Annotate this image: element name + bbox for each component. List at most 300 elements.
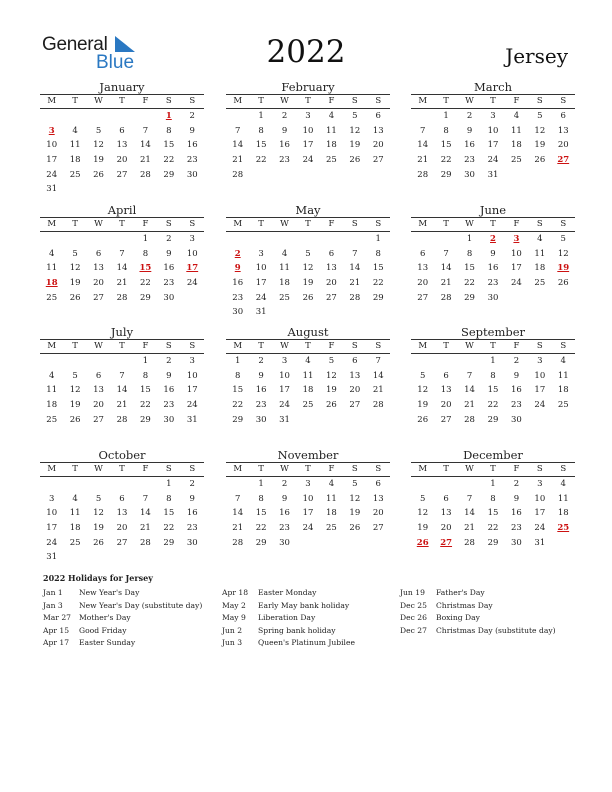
weekday-header: [411, 94, 575, 109]
empty-day-cell: [40, 109, 63, 124]
day-cell: 26: [302, 292, 314, 303]
weekday-header: [40, 462, 204, 477]
day-cell: 24: [279, 400, 290, 411]
holiday-date: Apr 17: [43, 638, 70, 647]
weekday-header: [40, 217, 204, 232]
day-cell: 25: [69, 537, 81, 548]
weekday-label: W: [465, 341, 474, 351]
weekday-label: W: [280, 96, 289, 106]
day-cell: 7: [142, 125, 149, 136]
day-cell: 24: [302, 155, 314, 166]
day-cell: 8: [466, 248, 473, 259]
empty-day-cell: [343, 305, 366, 320]
day-cell: 27: [93, 414, 104, 425]
day-cell: 10: [186, 370, 198, 381]
week-row: [40, 492, 204, 507]
holiday-date: Jan 1: [43, 588, 63, 597]
day-cell: 24: [186, 278, 198, 289]
weekday-label: T: [490, 341, 496, 351]
day-cell: 9: [258, 370, 264, 381]
day-cell: 25: [534, 278, 546, 289]
empty-day-cell: [226, 232, 249, 247]
day-cell: 10: [302, 125, 314, 136]
weekday-label: F: [142, 464, 149, 474]
day-cell: 21: [139, 523, 151, 534]
month-november: [226, 448, 390, 550]
day-cell: 12: [534, 125, 546, 136]
month-name: October: [98, 448, 146, 462]
holiday-day-cell: 3: [513, 234, 520, 244]
empty-day-cell: [110, 550, 133, 565]
day-cell: 8: [166, 125, 172, 136]
day-cell: 4: [513, 111, 520, 121]
weekday-label: W: [94, 96, 103, 106]
day-cell: 12: [93, 508, 104, 519]
day-cell: 5: [72, 248, 78, 259]
day-cell: 11: [69, 140, 81, 151]
empty-day-cell: [87, 477, 110, 492]
day-cell: 9: [490, 248, 496, 259]
day-cell: 20: [557, 140, 569, 151]
day-cell: 24: [255, 292, 267, 303]
week-row: [411, 354, 575, 369]
empty-day-cell: [249, 232, 272, 247]
weekday-label: T: [72, 219, 78, 229]
day-cell: 10: [186, 248, 198, 259]
day-cell: 23: [163, 278, 175, 289]
weekday-label: W: [280, 341, 289, 351]
empty-day-cell: [296, 232, 319, 247]
day-cell: 30: [186, 537, 198, 548]
day-cell: 24: [534, 523, 546, 534]
day-cell: 1: [142, 356, 149, 366]
week-row: [411, 276, 575, 291]
day-cell: 11: [302, 370, 314, 381]
day-cell: 26: [93, 537, 104, 548]
day-cell: 26: [325, 400, 337, 411]
empty-day-cell: [528, 413, 551, 428]
month-name: November: [277, 448, 339, 462]
day-cell: 11: [557, 493, 569, 504]
holiday-entry: [400, 600, 556, 613]
holiday-entry: [43, 587, 202, 600]
day-cell: 28: [372, 400, 384, 411]
day-cell: 16: [279, 508, 290, 519]
week-row: [226, 291, 390, 306]
holiday-entry: [222, 637, 355, 650]
holiday-day-cell: 1: [165, 111, 172, 121]
day-cell: 12: [557, 248, 569, 259]
day-cell: 19: [325, 385, 337, 396]
day-cell: 29: [139, 414, 151, 425]
weekday-label: S: [189, 341, 196, 351]
day-cell: 6: [95, 248, 102, 259]
day-cell: 13: [372, 125, 384, 136]
week-row: [411, 109, 575, 124]
holiday-day-cell: 15: [139, 263, 152, 274]
day-cell: 29: [440, 169, 452, 180]
holiday-date: Mar 27: [43, 613, 72, 622]
weekday-label: F: [328, 219, 335, 229]
weekday-label: W: [280, 219, 289, 229]
day-cell: 6: [95, 370, 102, 381]
week-row: [411, 291, 575, 306]
day-cell: 15: [487, 385, 499, 396]
holiday-date: Jun 19: [400, 588, 425, 597]
day-cell: 15: [163, 140, 175, 151]
day-cell: 28: [464, 537, 475, 548]
day-cell: 8: [142, 370, 149, 381]
week-row: [40, 413, 204, 428]
week-row: [226, 383, 390, 398]
day-cell: 15: [255, 508, 267, 519]
day-cell: 1: [258, 111, 264, 121]
holiday-entry: [222, 587, 355, 600]
day-cell: 19: [93, 155, 104, 166]
day-cell: 14: [440, 263, 452, 274]
day-cell: 27: [93, 292, 104, 303]
day-cell: 20: [325, 278, 337, 289]
month-december: [411, 448, 575, 550]
day-cell: 28: [464, 414, 475, 425]
holiday-name: Christmas Day: [436, 600, 493, 610]
day-cell: 18: [557, 508, 569, 519]
month-name: May: [295, 203, 321, 217]
holiday-name: New Year's Day (substitute day): [79, 600, 203, 610]
day-cell: 16: [464, 140, 475, 151]
day-cell: 5: [352, 479, 358, 489]
day-cell: 19: [534, 140, 546, 151]
day-cell: 7: [466, 493, 473, 504]
day-cell: 7: [235, 493, 241, 504]
day-cell: 13: [93, 263, 104, 274]
day-cell: 15: [372, 263, 384, 274]
month-name: March: [474, 80, 512, 94]
empty-day-cell: [367, 305, 390, 320]
month-name: April: [107, 203, 137, 217]
empty-day-cell: [87, 232, 110, 247]
week-row: [226, 369, 390, 384]
weekday-label: S: [560, 96, 567, 106]
weekday-label: F: [328, 96, 335, 106]
day-cell: 14: [372, 370, 384, 381]
day-cell: 4: [560, 479, 566, 489]
day-cell: 18: [69, 155, 81, 166]
day-cell: 2: [258, 356, 264, 366]
weekday-label: T: [72, 96, 78, 106]
empty-day-cell: [411, 354, 434, 369]
empty-day-cell: [249, 168, 272, 183]
weekday-label: W: [94, 341, 103, 351]
week-row: [411, 138, 575, 153]
empty-day-cell: [343, 232, 366, 247]
weekday-label: T: [490, 464, 496, 474]
day-cell: 26: [534, 155, 546, 166]
holiday-day-cell: 27: [557, 155, 570, 166]
day-cell: 29: [487, 537, 499, 548]
holiday-name: Spring bank holiday: [258, 625, 336, 635]
day-cell: 26: [69, 292, 81, 303]
holidays-title: 2022 Holidays for Jersey: [43, 573, 153, 583]
day-cell: 14: [139, 508, 151, 519]
day-cell: 20: [116, 155, 128, 166]
month-february: [226, 80, 390, 182]
day-cell: 11: [325, 125, 337, 136]
holiday-entry: [400, 625, 556, 638]
weekday-label: F: [142, 341, 149, 351]
weekday-label: W: [280, 464, 289, 474]
day-cell: 22: [372, 278, 384, 289]
weekday-label: F: [513, 341, 520, 351]
day-cell: 12: [349, 493, 361, 504]
day-cell: 4: [537, 234, 543, 244]
day-cell: 1: [466, 234, 473, 244]
week-row: [411, 398, 575, 413]
day-cell: 19: [302, 278, 314, 289]
weekday-label: M: [418, 341, 428, 351]
day-cell: 12: [325, 370, 337, 381]
day-cell: 2: [166, 234, 172, 244]
day-cell: 21: [464, 523, 475, 534]
day-cell: 4: [560, 356, 566, 366]
weekday-label: S: [351, 341, 358, 351]
empty-day-cell: [343, 536, 366, 551]
holiday-name: Liberation Day: [258, 613, 316, 622]
weekday-label: S: [536, 341, 543, 351]
day-cell: 29: [372, 292, 384, 303]
day-cell: 14: [116, 263, 128, 274]
day-cell: 24: [510, 278, 522, 289]
weekday-header: [40, 339, 204, 354]
empty-day-cell: [320, 232, 343, 247]
empty-day-cell: [87, 354, 110, 369]
day-cell: 2: [513, 479, 520, 489]
day-cell: 23: [510, 400, 522, 411]
week-row: [40, 369, 204, 384]
week-row: [226, 138, 390, 153]
day-cell: 16: [186, 140, 198, 151]
week-row: [40, 383, 204, 398]
day-cell: 20: [372, 140, 384, 151]
month-name: February: [281, 80, 335, 94]
day-cell: 7: [466, 370, 473, 381]
month-name: January: [99, 80, 145, 94]
weekday-label: F: [328, 464, 335, 474]
day-cell: 28: [440, 292, 452, 303]
day-cell: 13: [349, 370, 361, 381]
weekday-label: M: [47, 464, 57, 474]
day-cell: 26: [349, 523, 361, 534]
day-cell: 27: [372, 523, 384, 534]
weekday-label: M: [47, 219, 57, 229]
day-cell: 5: [305, 248, 311, 259]
day-cell: 5: [537, 111, 543, 121]
day-cell: 30: [510, 537, 522, 548]
day-cell: 27: [372, 155, 384, 166]
day-cell: 15: [163, 508, 175, 519]
day-cell: 12: [302, 263, 314, 274]
month-august: [226, 325, 390, 427]
empty-day-cell: [367, 168, 390, 183]
empty-day-cell: [110, 232, 133, 247]
day-cell: 29: [487, 414, 499, 425]
holiday-name: Christmas Day (substitute day): [436, 625, 556, 635]
day-cell: 17: [279, 385, 290, 396]
day-cell: 1: [258, 479, 264, 489]
week-row: [226, 261, 390, 276]
day-cell: 13: [372, 493, 384, 504]
day-cell: 9: [166, 248, 172, 259]
weekday-label: W: [465, 219, 474, 229]
day-cell: 9: [189, 125, 195, 136]
day-cell: 19: [417, 523, 429, 534]
day-cell: 30: [510, 414, 522, 425]
weekday-label: M: [47, 96, 57, 106]
day-cell: 14: [464, 385, 475, 396]
day-cell: 18: [325, 508, 337, 519]
day-cell: 10: [46, 508, 58, 519]
empty-day-cell: [411, 232, 434, 247]
day-cell: 25: [325, 155, 337, 166]
weekday-header: [226, 462, 390, 477]
day-cell: 19: [349, 140, 361, 151]
weekday-label: S: [560, 464, 567, 474]
weekday-label: S: [189, 464, 196, 474]
day-cell: 15: [232, 385, 244, 396]
day-cell: 21: [139, 155, 151, 166]
month-march: [411, 80, 575, 182]
weekday-label: S: [189, 96, 196, 106]
weekday-label: F: [142, 96, 149, 106]
empty-day-cell: [40, 354, 63, 369]
day-cell: 15: [139, 385, 151, 396]
day-cell: 12: [417, 508, 429, 519]
holiday-date: May 2: [222, 600, 246, 610]
week-row: [40, 247, 204, 262]
day-cell: 6: [119, 125, 125, 136]
weekday-header: [226, 217, 390, 232]
day-cell: 25: [557, 400, 569, 411]
empty-day-cell: [505, 291, 528, 306]
day-cell: 30: [186, 169, 198, 180]
week-row: [226, 232, 390, 247]
day-cell: 6: [443, 493, 449, 504]
day-cell: 10: [534, 370, 546, 381]
day-cell: 1: [490, 479, 496, 489]
day-cell: 26: [417, 414, 429, 425]
holiday-day-cell: 2: [234, 248, 241, 259]
day-cell: 13: [93, 385, 104, 396]
day-cell: 18: [69, 523, 81, 534]
day-cell: 20: [440, 400, 452, 411]
day-cell: 16: [510, 385, 522, 396]
weekday-label: W: [94, 464, 103, 474]
day-cell: 22: [232, 400, 244, 411]
weekday-label: T: [258, 219, 264, 229]
day-cell: 5: [328, 356, 335, 366]
week-row: [226, 492, 390, 507]
holiday-day-cell: 27: [440, 537, 453, 548]
day-cell: 31: [46, 552, 58, 563]
empty-day-cell: [552, 168, 575, 183]
day-cell: 29: [464, 292, 475, 303]
day-cell: 16: [163, 385, 175, 396]
day-cell: 23: [279, 523, 290, 534]
weekday-label: S: [560, 341, 567, 351]
day-cell: 21: [232, 155, 244, 166]
day-cell: 17: [534, 385, 546, 396]
brand-word-general: General: [42, 34, 108, 55]
month-january: [40, 80, 204, 197]
weekday-label: T: [490, 219, 496, 229]
empty-day-cell: [296, 536, 319, 551]
day-cell: 29: [139, 292, 151, 303]
day-cell: 13: [557, 125, 569, 136]
day-cell: 14: [349, 263, 361, 274]
day-cell: 12: [349, 125, 361, 136]
week-row: [411, 413, 575, 428]
day-cell: 16: [279, 140, 290, 151]
empty-day-cell: [110, 109, 133, 124]
empty-day-cell: [87, 550, 110, 565]
day-cell: 21: [440, 278, 452, 289]
day-cell: 31: [279, 414, 290, 425]
day-cell: 24: [186, 400, 198, 411]
day-cell: 2: [189, 479, 195, 489]
day-cell: 27: [325, 292, 337, 303]
day-cell: 8: [166, 493, 172, 504]
weekday-label: S: [189, 219, 196, 229]
week-row: [411, 492, 575, 507]
holiday-day-cell: 2: [490, 234, 496, 244]
day-cell: 27: [349, 400, 361, 411]
month-name: December: [463, 448, 523, 462]
week-row: [226, 153, 390, 168]
day-cell: 25: [510, 155, 522, 166]
day-cell: 10: [255, 263, 267, 274]
weekday-label: T: [258, 96, 264, 106]
day-cell: 3: [49, 493, 55, 504]
week-row: [226, 477, 390, 492]
holiday-name: Father's Day: [436, 588, 485, 597]
day-cell: 13: [440, 508, 452, 519]
month-september: [411, 325, 575, 427]
week-row: [411, 232, 575, 247]
weekday-label: M: [233, 341, 243, 351]
empty-day-cell: [552, 291, 575, 306]
month-april: [40, 203, 204, 305]
day-cell: 1: [166, 479, 172, 489]
day-cell: 31: [255, 307, 267, 318]
week-row: [40, 291, 204, 306]
week-row: [226, 413, 390, 428]
week-row: [226, 305, 390, 320]
day-cell: 28: [417, 169, 429, 180]
day-cell: 8: [490, 493, 496, 504]
day-cell: 20: [417, 278, 429, 289]
day-cell: 21: [116, 400, 128, 411]
day-cell: 22: [255, 155, 267, 166]
weekday-label: M: [233, 464, 243, 474]
weekday-header: [411, 217, 575, 232]
holiday-day-cell: 17: [186, 263, 199, 274]
day-cell: 30: [163, 414, 175, 425]
day-cell: 17: [255, 278, 267, 289]
day-cell: 2: [466, 111, 473, 121]
weekday-label: T: [443, 341, 449, 351]
day-cell: 14: [116, 385, 128, 396]
empty-day-cell: [296, 168, 319, 183]
